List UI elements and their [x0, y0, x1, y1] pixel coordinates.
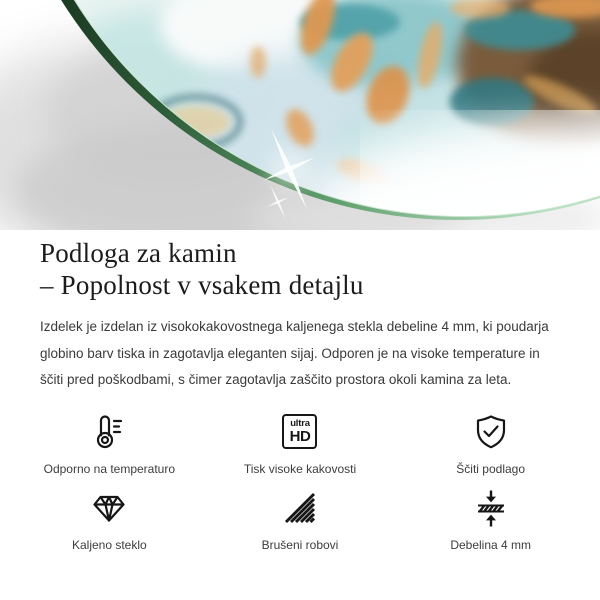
- thickness-arrows-icon: [471, 485, 511, 531]
- title-line-1: Podloga za kamin: [40, 238, 237, 268]
- feature-label: Brušeni robovi: [261, 537, 339, 552]
- title-line-2: – Popolnost v vsakem detajlu: [40, 270, 364, 300]
- feature-label: Debelina 4 mm: [450, 537, 532, 552]
- feature-label: Tisk visoke kakovosti: [243, 461, 357, 476]
- page-title: [40, 237, 560, 301]
- glass-panel-illustration: [0, 0, 600, 230]
- feature-print-quality: [205, 409, 396, 476]
- feature-temperature: [14, 409, 205, 476]
- feature-protection: [395, 409, 586, 476]
- ultra-hd-icon-text-bottom: HD: [289, 428, 311, 445]
- shield-check-icon: [471, 409, 511, 455]
- ultra-hd-icon-text-top: ultra: [290, 418, 310, 429]
- thermometer-icon: [89, 409, 129, 455]
- feature-label: Odporno na temperaturo: [43, 461, 176, 476]
- feature-thickness: [395, 485, 586, 552]
- feature-label: Kaljeno steklo: [71, 537, 147, 552]
- product-description: Izdelek je izdelan iz visokokakovostnega kaljenega stekla debeline 4 mm, ki poudarja globino barv tiska in zagotavlja eleganten sijaj. Odporen je na visoke temperature in ščiti pred poškodbami, s čimer zagotavlja zaščito prostora okoli kamina za leta.: [40, 319, 549, 387]
- features-grid: [0, 409, 600, 552]
- feature-label: Ščiti podlago: [456, 461, 526, 476]
- ultra-hd-icon: [282, 409, 317, 455]
- feature-polished-edges: [205, 485, 396, 552]
- polished-edges-icon: [280, 485, 320, 531]
- feature-tempered-glass: [14, 485, 205, 552]
- diamond-icon: [89, 485, 129, 531]
- product-image: [0, 0, 600, 230]
